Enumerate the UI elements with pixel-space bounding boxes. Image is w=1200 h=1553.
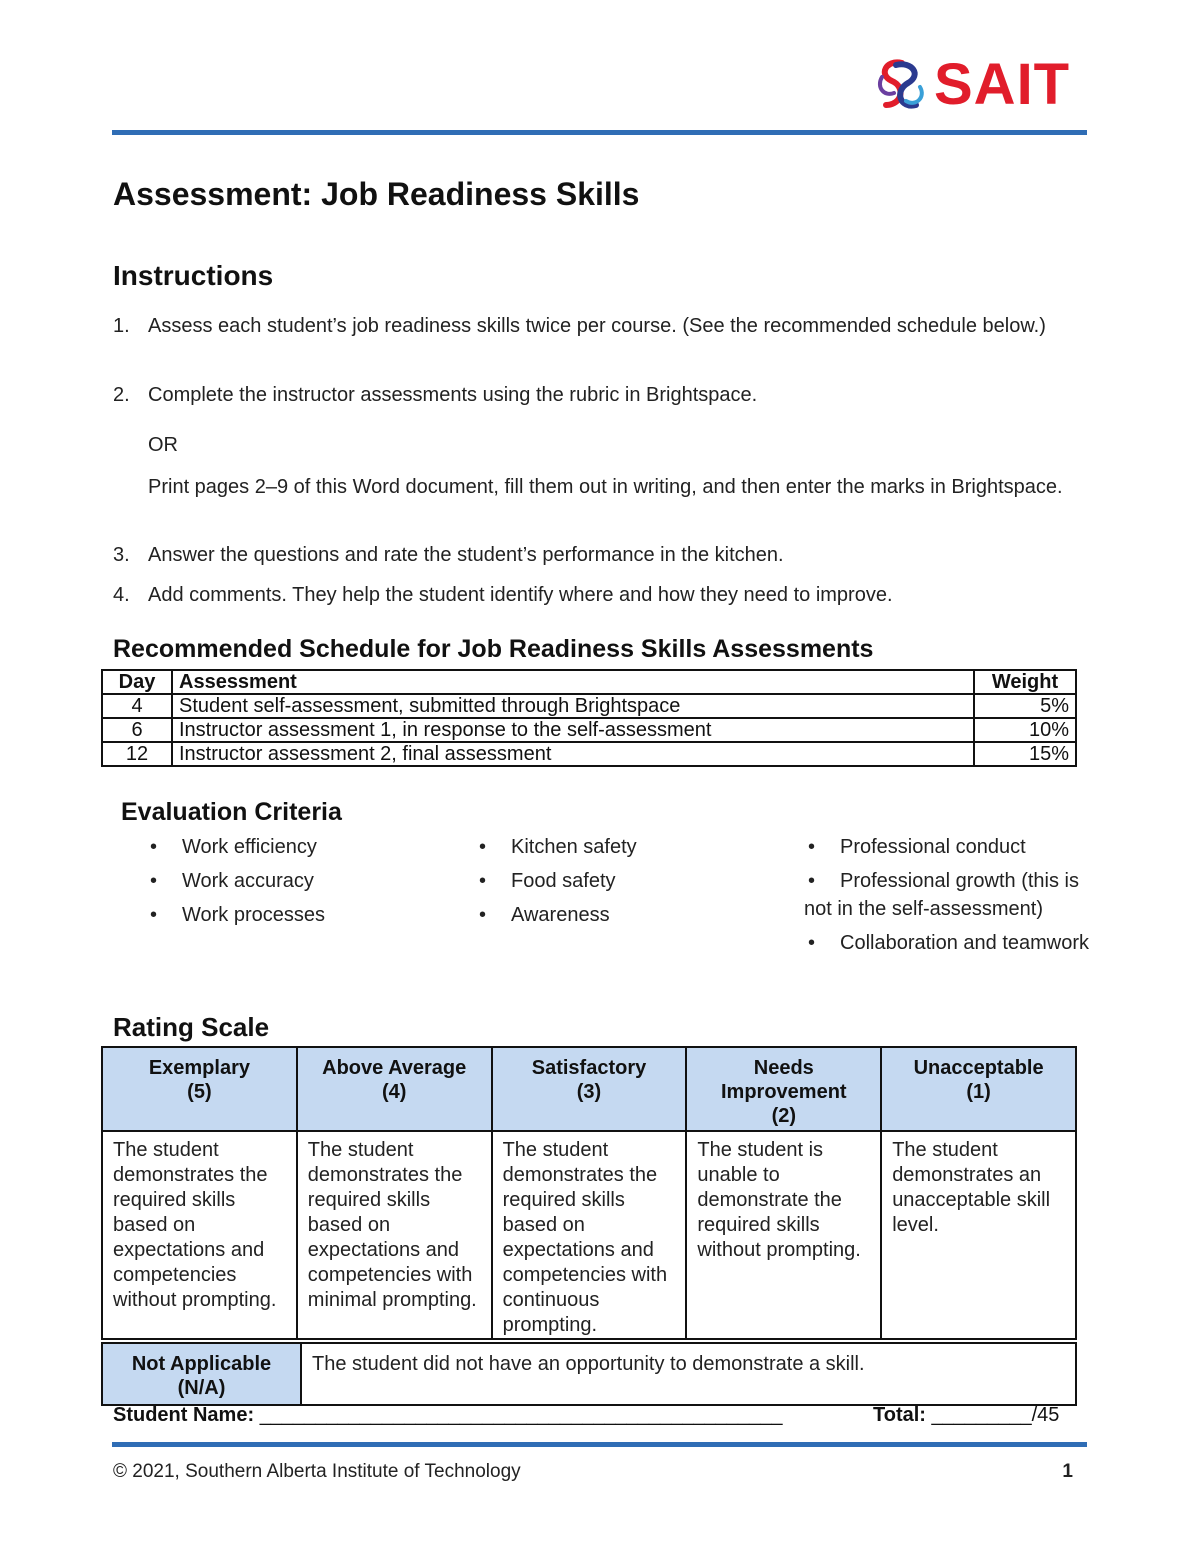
- table-row: [102, 694, 1076, 718]
- criteria-list-2: [475, 833, 775, 935]
- list-item: • Professional growth (this is not in the self-assessment): [804, 867, 1094, 923]
- bullet-icon: •: [808, 870, 816, 892]
- schedule-heading: Recommended Schedule for Job Readiness Skills Assessments: [113, 635, 874, 663]
- criteria-list-3: [804, 833, 1094, 963]
- rating-description: The student demonstrates an unacceptable skill level.: [881, 1131, 1076, 1339]
- table-cell: 4: [102, 694, 172, 718]
- copyright-text: © 2021, Southern Alberta Institute of Technology: [113, 1461, 521, 1482]
- list-item: • Work efficiency: [146, 833, 446, 861]
- header-rule: [112, 130, 1087, 135]
- criteria-list-1: [146, 833, 446, 935]
- rating-description: The student demonstrates the required skills based on expectations and competencies with continuous prompting.: [492, 1131, 687, 1339]
- table-header-row: [102, 670, 1076, 694]
- rating-level-header: Satisfactory (3): [492, 1047, 687, 1131]
- rating-desc-row: [102, 1131, 1076, 1339]
- sait-logo: [872, 52, 1072, 117]
- table-cell: 10%: [974, 718, 1076, 742]
- bullet-icon: •: [808, 932, 816, 954]
- table-cell: Student self-assessment, submitted through Brightspace: [172, 694, 974, 718]
- table-cell: 15%: [974, 742, 1076, 766]
- bullet-icon: •: [808, 836, 816, 858]
- rating-header-row: [102, 1047, 1076, 1131]
- table-row: [102, 1343, 1076, 1405]
- schedule-table: [101, 669, 1077, 767]
- list-item: • Professional conduct: [804, 833, 1094, 861]
- list-item: • Awareness: [475, 901, 775, 929]
- table-row: [102, 718, 1076, 742]
- column-header: Day: [102, 670, 172, 694]
- list-item: • Work accuracy: [146, 867, 446, 895]
- student-name-field[interactable]: _______________________________________________: [259, 1404, 783, 1426]
- rating-description: The student demonstrates the required skills based on expectations and competencies without prompting.: [102, 1131, 297, 1339]
- student-name-label: Student Name:: [113, 1404, 255, 1426]
- rating-level-header: Unacceptable (1): [881, 1047, 1076, 1131]
- criteria-heading: Evaluation Criteria: [121, 798, 342, 826]
- rating-scale-table: [101, 1046, 1077, 1340]
- total-field[interactable]: _________: [931, 1404, 1032, 1426]
- table-row: [102, 742, 1076, 766]
- rating-description: The student is unable to demonstrate the required skills without prompting.: [686, 1131, 881, 1339]
- table-cell: Instructor assessment 2, final assessment: [172, 742, 974, 766]
- footer-rule: [112, 1442, 1087, 1447]
- na-description: The student did not have an opportunity to demonstrate a skill.: [301, 1343, 1076, 1405]
- total-label: Total:: [873, 1404, 926, 1426]
- sait-logo-icon: [872, 57, 930, 113]
- table-cell: 5%: [974, 694, 1076, 718]
- footer: [113, 1460, 1073, 1484]
- rating-level-header: Above Average (4): [297, 1047, 492, 1131]
- page-title: Assessment: Job Readiness Skills: [113, 176, 640, 212]
- page-number: 1: [1062, 1461, 1073, 1482]
- total-group: [873, 1402, 1059, 1428]
- list-item: • Work processes: [146, 901, 446, 929]
- rating-level-header: Needs Improvement (2): [686, 1047, 881, 1131]
- logo-text: SAIT: [934, 52, 1071, 117]
- total-suffix: /45: [1031, 1404, 1060, 1426]
- list-item: • Kitchen safety: [475, 833, 775, 861]
- na-header: Not Applicable (N/A): [102, 1343, 301, 1405]
- rating-heading: Rating Scale: [113, 1012, 270, 1042]
- not-applicable-table: [101, 1342, 1077, 1406]
- rating-description: The student demonstrates the required skills based on expectations and competencies with minimal prompting.: [297, 1131, 492, 1339]
- list-item: • Collaboration and teamwork: [804, 929, 1094, 957]
- table-cell: 12: [102, 742, 172, 766]
- column-header: Weight: [974, 670, 1076, 694]
- student-line: [113, 1402, 1073, 1428]
- instructions-heading: Instructions: [113, 260, 274, 291]
- table-cell: 6: [102, 718, 172, 742]
- column-header: Assessment: [172, 670, 974, 694]
- list-item: • Food safety: [475, 867, 775, 895]
- rating-level-header: Exemplary (5): [102, 1047, 297, 1131]
- table-cell: Instructor assessment 1, in response to the self-assessment: [172, 718, 974, 742]
